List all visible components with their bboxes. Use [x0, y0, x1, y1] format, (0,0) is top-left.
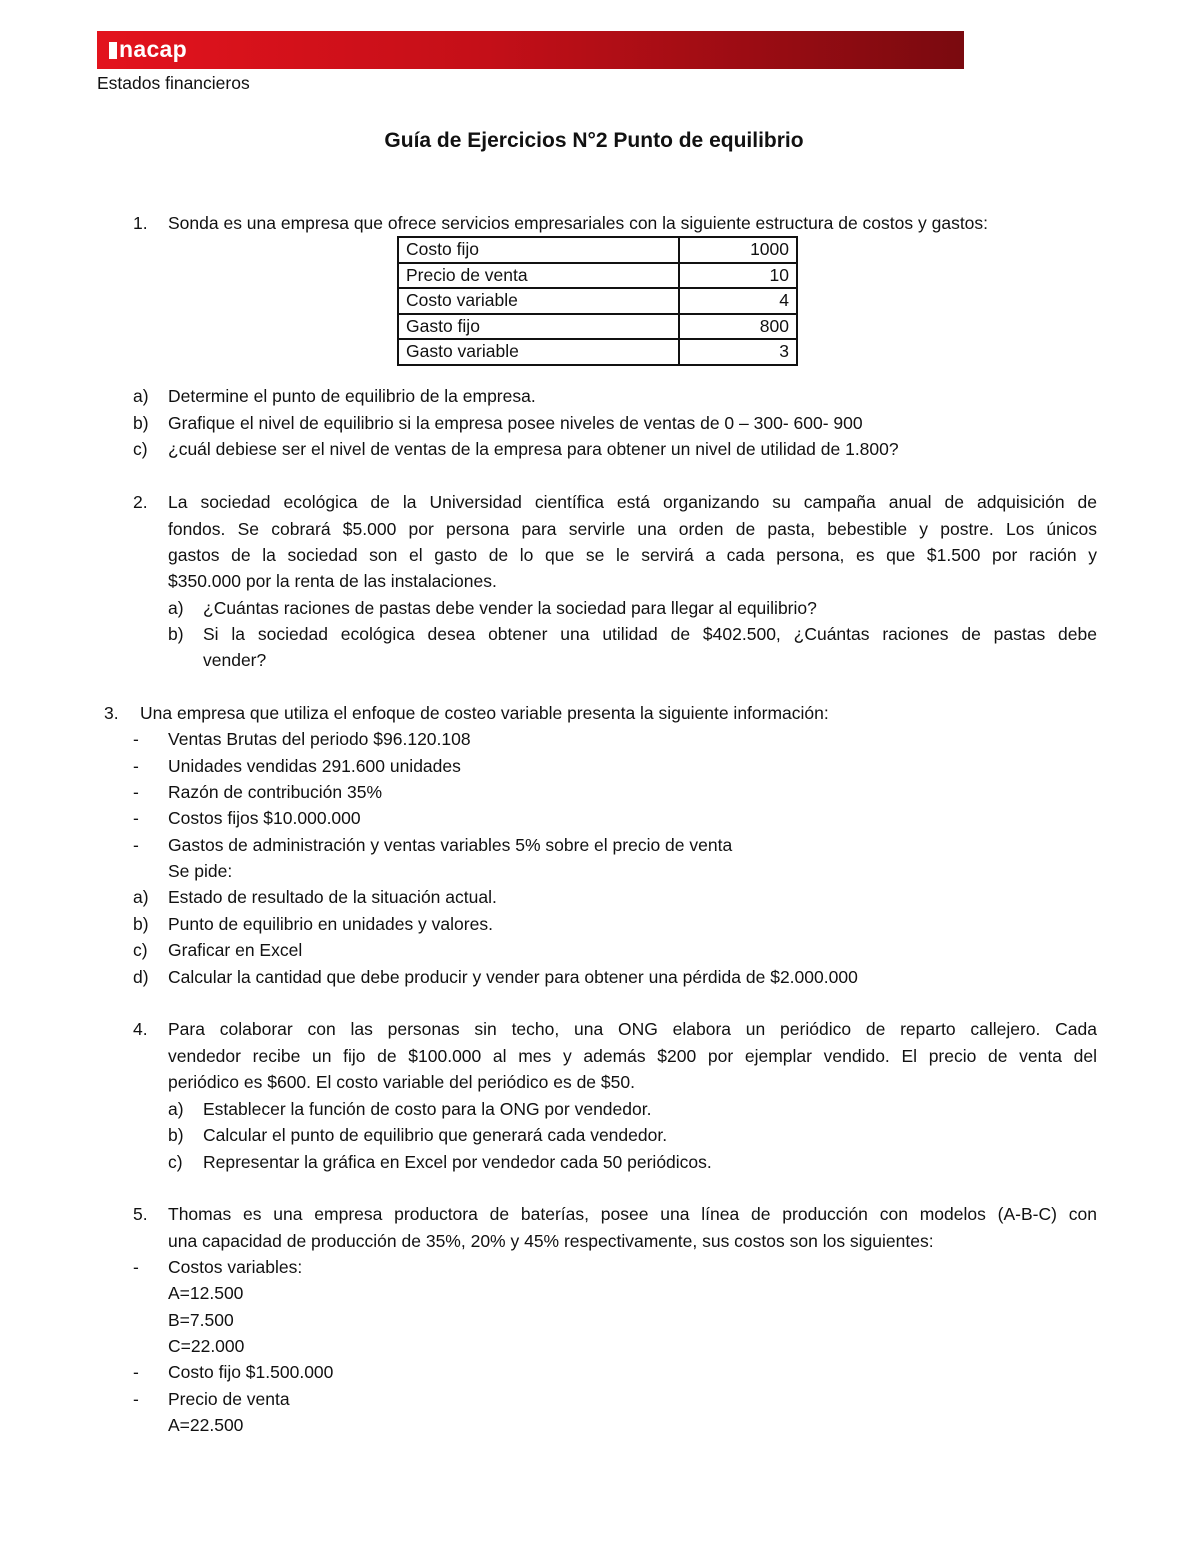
list-item: Si la sociedad ecológica desea obtener una utilidad de $402.500, ¿Cuántas raciones de pastas debe	[203, 624, 1097, 644]
bullet-dash: -	[133, 835, 139, 855]
logo-block-icon	[109, 42, 117, 59]
q5-number: 5.	[133, 1204, 148, 1224]
table-row	[398, 314, 797, 340]
q4-paragraph-line: vendedor recibe un fijo de $100.000 al mes y además $200 por ejemplar vendido. El precio de venta del	[168, 1046, 1097, 1066]
table-cell-label: Costo fijo	[398, 237, 679, 263]
list-marker: b)	[133, 413, 149, 433]
list-item: Calcular el punto de equilibrio que generará cada vendedor.	[203, 1125, 668, 1145]
bullet-dash: -	[133, 729, 139, 749]
q1-number: 1.	[133, 213, 148, 233]
list-marker: b)	[133, 914, 149, 934]
list-marker: c)	[168, 1152, 183, 1172]
list-marker: c)	[133, 439, 148, 459]
list-marker: d)	[133, 967, 149, 987]
bullet-item: Razón de contribución 35%	[168, 782, 383, 802]
bullet-item: Ventas Brutas del periodo $96.120.108	[168, 729, 471, 749]
list-item: Representar la gráfica en Excel por vendedor cada 50 periódicos.	[203, 1152, 712, 1172]
bullet-dash: -	[133, 808, 139, 828]
precio-venta-label: Precio de venta	[168, 1389, 290, 1409]
precio-venta-value: A=22.500	[168, 1415, 244, 1435]
list-marker: c)	[133, 940, 148, 960]
q3-intro: Una empresa que utiliza el enfoque de costeo variable presenta la siguiente información:	[140, 703, 829, 723]
list-item: Grafique el nivel de equilibrio si la empresa posee niveles de ventas de 0 – 300- 600- 900	[168, 413, 863, 433]
subject-label: Estados financieros	[97, 73, 250, 93]
list-marker: a)	[133, 887, 149, 907]
list-item: ¿Cuántas raciones de pastas debe vender la sociedad para llegar al equilibrio?	[203, 598, 817, 618]
table-cell-value: 3	[679, 339, 797, 365]
costo-variable-value: B=7.500	[168, 1310, 234, 1330]
list-item: ¿cuál debiese ser el nivel de ventas de la empresa para obtener un nivel de utilidad de 1.800?	[168, 439, 899, 459]
q2-paragraph-line: $350.000 por la renta de las instalaciones.	[168, 571, 497, 591]
bullet-dash: -	[133, 782, 139, 802]
q5-paragraph-line: Thomas es una empresa productora de baterías, posee una línea de producción con modelos (A-B-C) con	[168, 1204, 1097, 1224]
list-item-continuation: vender?	[203, 650, 267, 670]
q2-number: 2.	[133, 492, 148, 512]
costo-variable-value: C=22.000	[168, 1336, 245, 1356]
bullet-dash: -	[133, 1389, 139, 1409]
list-item: Establecer la función de costo para la ONG por vendedor.	[203, 1099, 652, 1119]
table-cell-value: 1000	[679, 237, 797, 263]
table-row	[398, 237, 797, 263]
table-cell-label: Costo variable	[398, 288, 679, 314]
q4-paragraph-line: Para colaborar con las personas sin techo, una ONG elabora un periódico de reparto callejero. Cada	[168, 1019, 1097, 1039]
cost-table	[397, 236, 798, 366]
bullet-item: Gastos de administración y ventas variables 5% sobre el precio de venta	[168, 835, 733, 855]
list-item: Calcular la cantidad que debe producir y vender para obtener una pérdida de $2.000.000	[168, 967, 858, 987]
list-item: Graficar en Excel	[168, 940, 303, 960]
q2-paragraph-line: La sociedad ecológica de la Universidad científica está organizando su campaña anual de adquisición de	[168, 492, 1097, 512]
se-pide-label: Se pide:	[168, 861, 233, 881]
table-cell-value: 10	[679, 263, 797, 289]
list-marker: b)	[168, 1125, 184, 1145]
logo-text: nacap	[119, 36, 187, 62]
q5-paragraph-line: una capacidad de producción de 35%, 20% y 45% respectivamente, sus costos son los siguientes:	[168, 1231, 934, 1251]
header-banner	[97, 31, 964, 69]
table-row	[398, 263, 797, 289]
bullet-dash: -	[133, 1362, 139, 1382]
table-cell-value: 4	[679, 288, 797, 314]
bullet-dash: -	[133, 756, 139, 776]
table-cell-label: Gasto variable	[398, 339, 679, 365]
q2-paragraph-line: fondos. Se cobrará $5.000 por persona para servirle una orden de pasta, bebestible y postre. Los únicos	[168, 519, 1097, 539]
list-marker: a)	[168, 1099, 184, 1119]
q4-number: 4.	[133, 1019, 148, 1039]
q2-paragraph-line: gastos de la sociedad son el gasto de lo que se le servirá a cada persona, es que $1.500 por ración y	[168, 545, 1097, 565]
q1-intro: Sonda es una empresa que ofrece servicios empresariales con la siguiente estructura de costos y gastos:	[168, 213, 989, 233]
costo-fijo-item: Costo fijo $1.500.000	[168, 1362, 334, 1382]
table-cell-label: Gasto fijo	[398, 314, 679, 340]
list-marker: a)	[133, 386, 149, 406]
q3-number: 3.	[104, 703, 119, 723]
table-cell-label: Precio de venta	[398, 263, 679, 289]
costo-variable-value: A=12.500	[168, 1283, 244, 1303]
table-cell-value: 800	[679, 314, 797, 340]
costos-variables-label: Costos variables:	[168, 1257, 303, 1277]
bullet-item: Unidades vendidas 291.600 unidades	[168, 756, 461, 776]
list-marker: a)	[168, 598, 184, 618]
table-row	[398, 339, 797, 365]
q4-paragraph-line: periódico es $600. El costo variable del periódico es de $50.	[168, 1072, 635, 1092]
list-marker: b)	[168, 624, 184, 644]
bullet-dash: -	[133, 1257, 139, 1277]
inacap-logo	[109, 36, 187, 63]
list-item: Punto de equilibrio en unidades y valores.	[168, 914, 493, 934]
list-item: Determine el punto de equilibrio de la empresa.	[168, 386, 536, 406]
bullet-item: Costos fijos $10.000.000	[168, 808, 361, 828]
list-item: Estado de resultado de la situación actual.	[168, 887, 497, 907]
page-title: Guía de Ejercicios N°2 Punto de equilibrio	[384, 129, 804, 152]
table-row	[398, 288, 797, 314]
